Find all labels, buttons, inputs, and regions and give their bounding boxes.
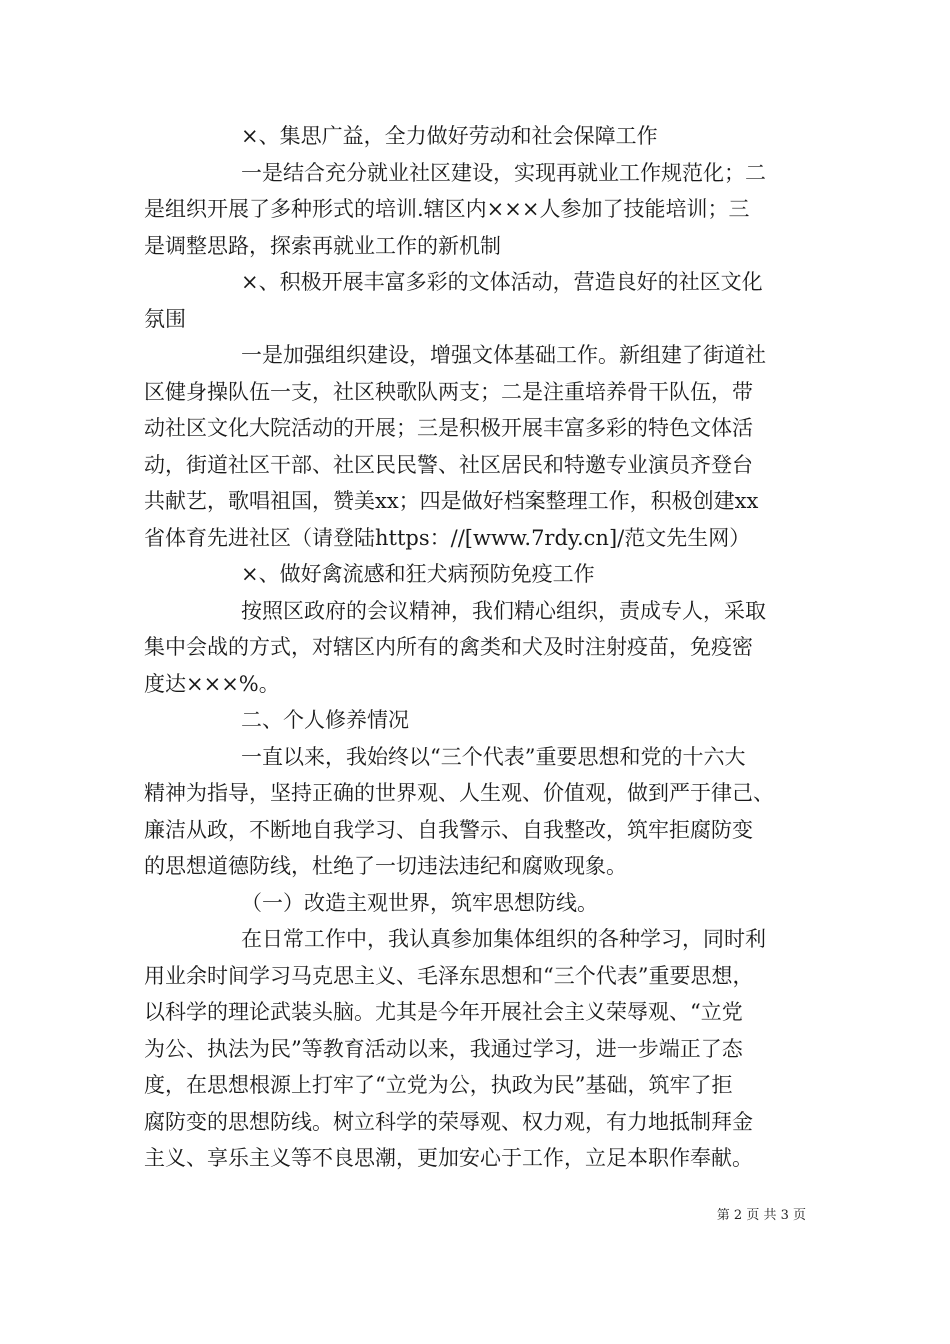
paragraph-line: 按照区政府的会议精神，我们精心组织，责成专人，采取 — [241, 598, 766, 623]
section-heading: ×、做好禽流感和狂犬病预防免疫工作 — [241, 562, 595, 586]
paragraph-line: 是调整思路，探索再就业工作的新机制 — [144, 233, 501, 258]
paragraph-line: 一是加强组织建设，增强文体基础工作。新组建了街道社 — [241, 343, 766, 367]
section-heading: 二、个人修养情况 — [241, 708, 409, 732]
paragraph-line: 廉洁从政，不断地自我学习、自我警示、自我整改，筑牢拒腐防变 — [144, 817, 753, 842]
paragraph-line: 动，街道社区干部、社区民民警、社区居民和特邀专业演员齐登台 — [144, 452, 753, 477]
paragraph-line: 一是结合充分就业社区建设，实现再就业工作规范化；二 — [241, 160, 766, 185]
subsection-heading: （一）改造主观世界，筑牢思想防线。 — [241, 890, 598, 915]
paragraph-line: 集中会战的方式，对辖区内所有的禽类和犬及时注射疫苗，免疫密 — [144, 635, 753, 659]
paragraph-line: 一直以来，我始终以“三个代表”重要思想和党的十六大 — [241, 744, 746, 769]
paragraph-line: 用业余时间学习马克思主义、毛泽东思想和“三个代表”重要思想， — [144, 963, 754, 988]
section-heading: 氛围 — [144, 306, 186, 331]
page-number: 第 2 页 共 3 页 — [716, 1208, 806, 1223]
section-heading: ×、积极开展丰富多彩的文体活动，营造良好的社区文化 — [241, 270, 763, 294]
paragraph-line: 度，在思想根源上打牢了“立党为公，执政为民”基础，筑牢了拒 — [144, 1073, 733, 1097]
paragraph-line: 度达×××%。 — [144, 671, 280, 696]
paragraph-line: 是组织开展了多种形式的培训.辖区内×××人参加了技能培训；三 — [144, 197, 750, 221]
paragraph-line: 省体育先进社区（请登陆https：//[www.7rdy.cn]/范文先生网） — [144, 525, 751, 550]
paragraph-line: 以科学的理论武装头脑。尤其是今年开展社会主义荣辱观、“立党 — [144, 1000, 743, 1024]
paragraph-line: 为公、执法为民”等教育活动以来，我通过学习，进一步端正了态 — [144, 1036, 743, 1061]
paragraph-line: 的思想道德防线，杜绝了一切违法违纪和腐败现象。 — [144, 854, 627, 878]
paragraph-line: 精神为指导，坚持正确的世界观、人生观、价值观，做到严于律己、 — [144, 781, 774, 805]
paragraph-line: 在日常工作中，我认真参加集体组织的各种学习，同时利 — [241, 927, 766, 951]
paragraph-line: 共献艺，歌唱祖国，赞美xx；四是做好档案整理工作，积极创建xx — [144, 489, 759, 513]
document-body — [144, 118, 810, 1177]
paragraph-line: 腐防变的思想防线。树立科学的荣辱观、权力观，有力地抵制拜金 — [144, 1109, 753, 1134]
paragraph-line: 区健身操队伍一支，社区秧歌队两支；二是注重培养骨干队伍，带 — [144, 379, 753, 404]
paragraph-line: 主义、享乐主义等不良思潮，更加安心于工作，立足本职作奉献。 — [144, 1146, 753, 1170]
paragraph-line: 动社区文化大院活动的开展；三是积极开展丰富多彩的特色文体活 — [144, 416, 753, 440]
section-heading: ×、集思广益，全力做好劳动和社会保障工作 — [241, 124, 658, 148]
